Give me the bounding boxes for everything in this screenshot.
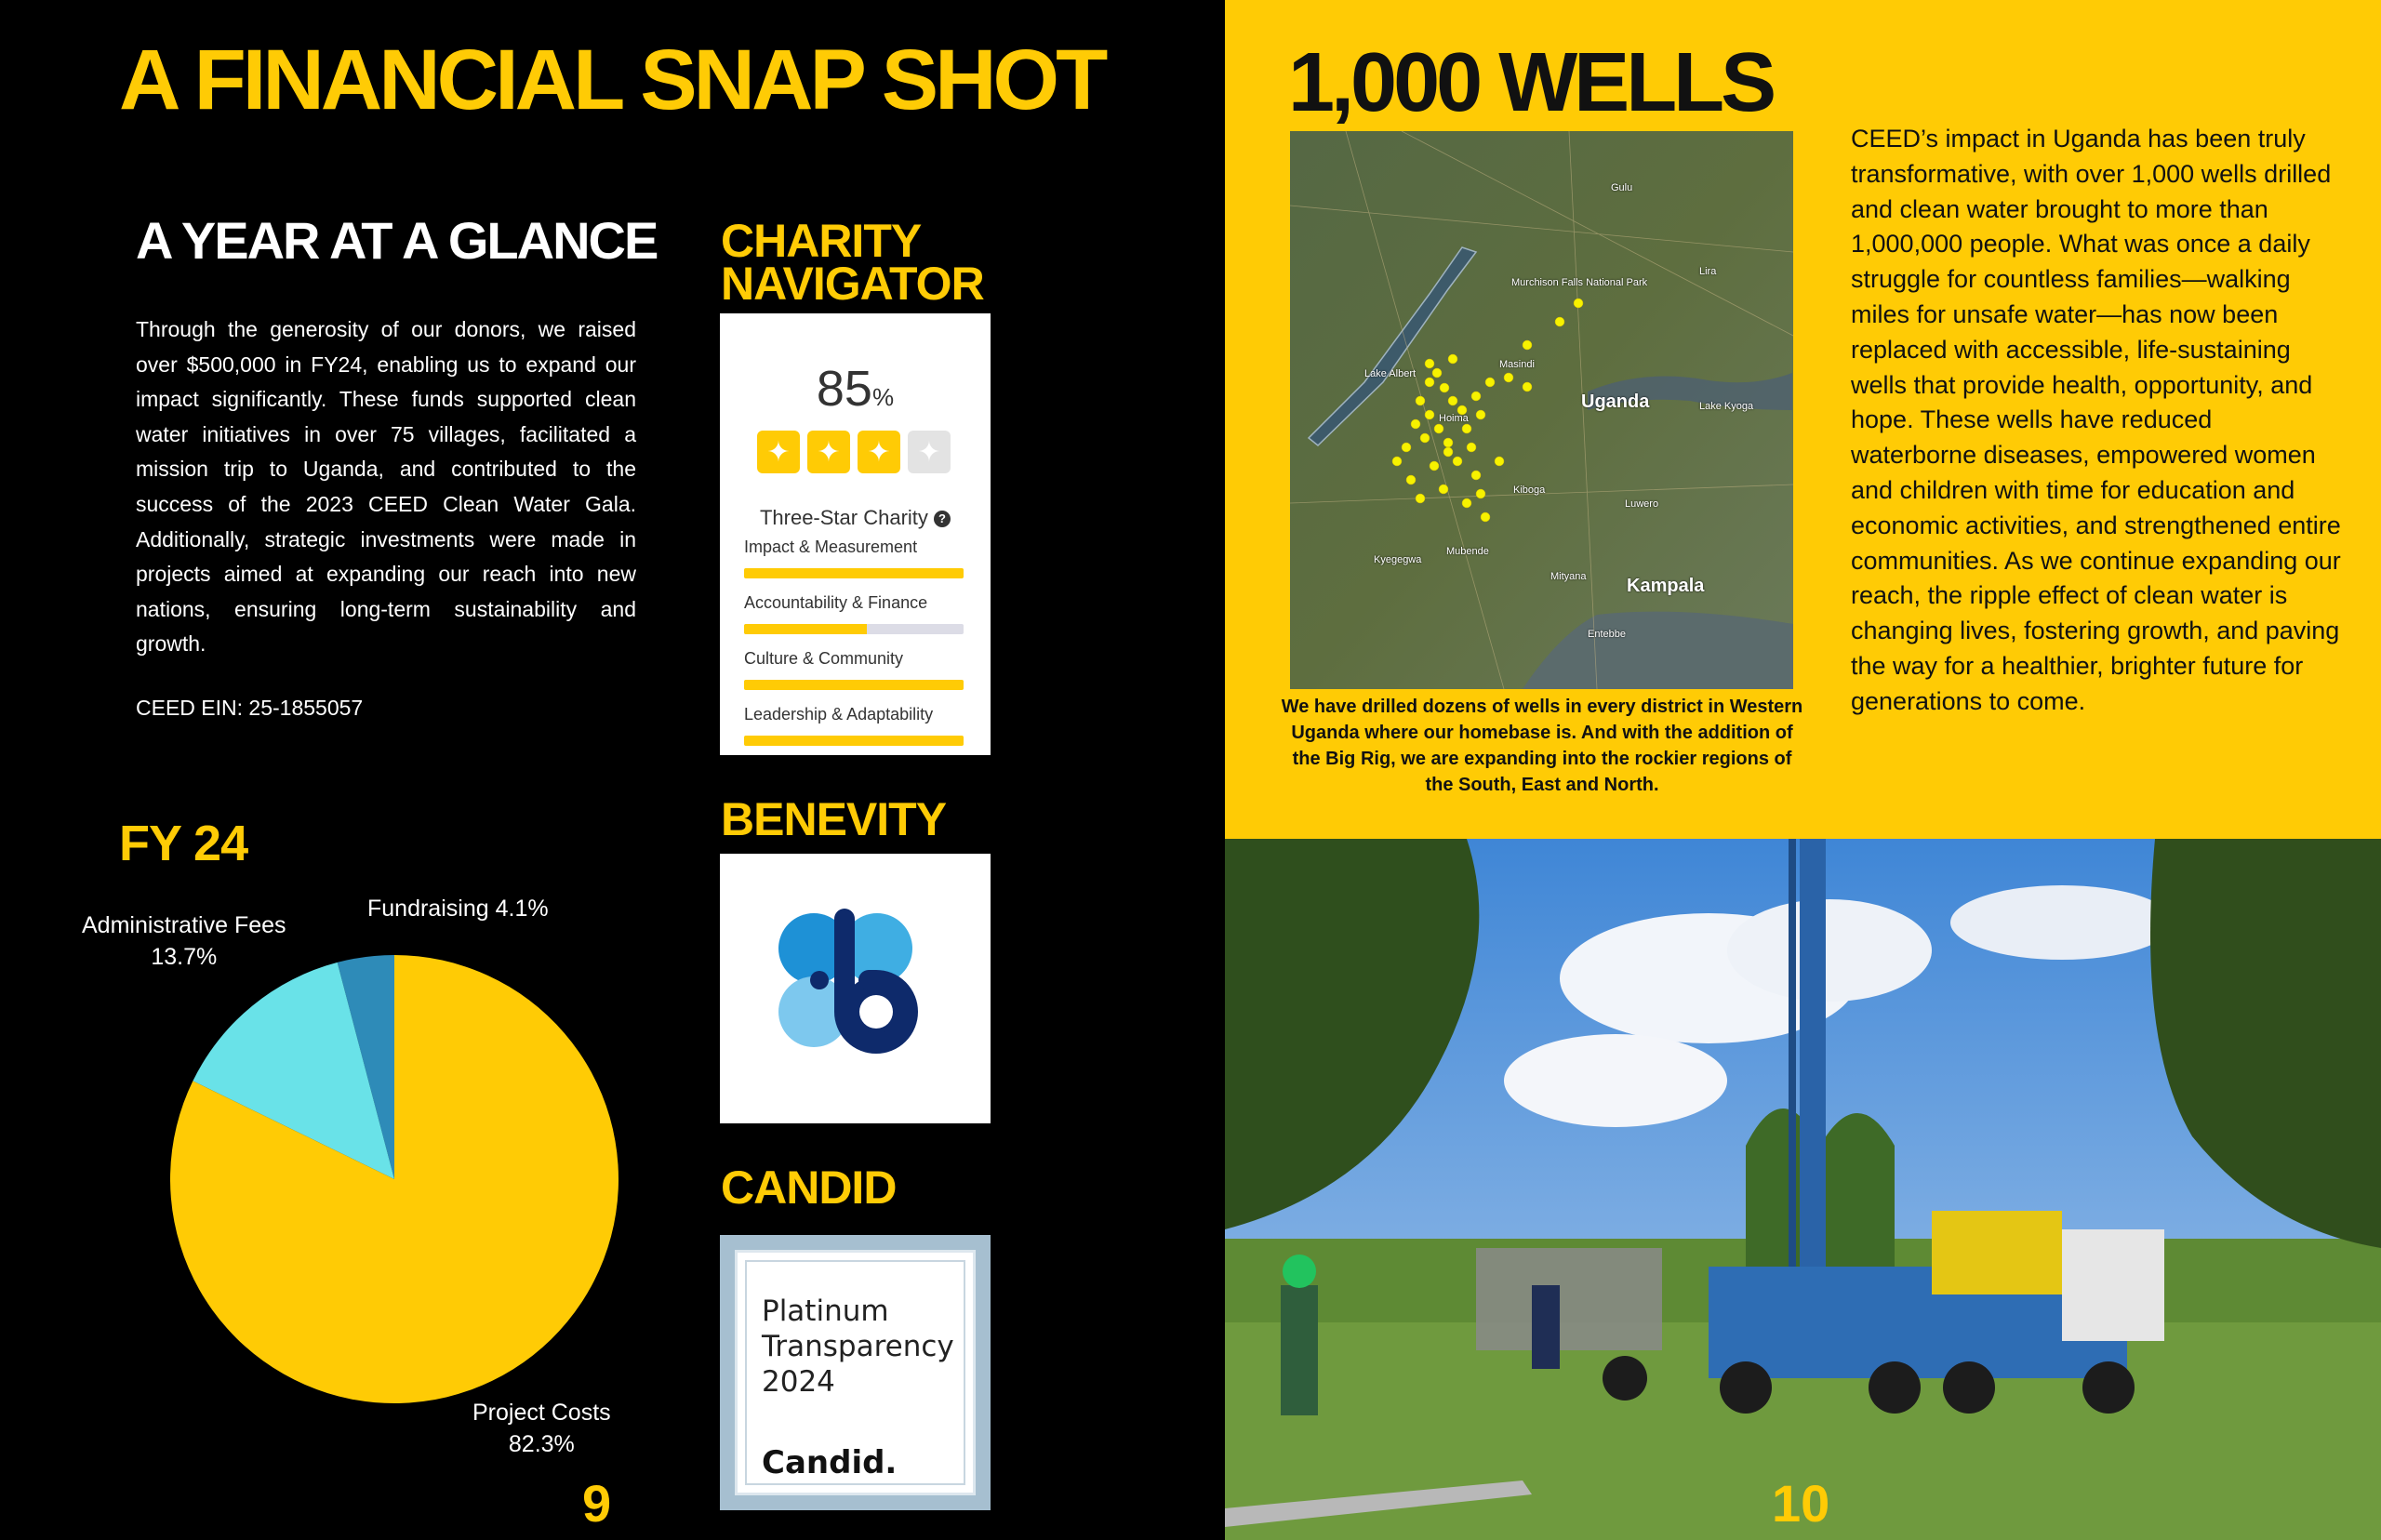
candid-seal-line3: 2024 bbox=[762, 1365, 835, 1399]
map-label-murchison: Murchison Falls National Park bbox=[1511, 277, 1648, 288]
cn-metric-fill bbox=[744, 736, 964, 746]
map-label-entebbe: Entebbe bbox=[1588, 629, 1626, 640]
map-label-kyegegwa: Kyegegwa bbox=[1374, 554, 1422, 565]
cn-metric-bar bbox=[744, 736, 964, 746]
map-label-hoima: Hoima bbox=[1439, 413, 1469, 424]
pie-label-admin-value: 13.7% bbox=[151, 944, 218, 970]
star-rating bbox=[757, 431, 951, 473]
candid-seal-inner bbox=[735, 1250, 976, 1495]
map-label-lake-albert: Lake Albert bbox=[1364, 368, 1417, 379]
map-label-luwero: Luwero bbox=[1625, 498, 1659, 510]
cn-metric bbox=[744, 593, 964, 634]
candid-heading: CANDID bbox=[721, 1162, 897, 1214]
candid-seal-line2: Transparency bbox=[762, 1330, 954, 1363]
map-label-lira: Lira bbox=[1699, 266, 1717, 277]
chart-title: FY 24 bbox=[119, 816, 248, 871]
benevity-logo-icon bbox=[720, 854, 991, 1123]
star-filled-icon: ✦ bbox=[807, 431, 850, 473]
drilling-photo-graphic bbox=[1225, 839, 2381, 1540]
cn-metric-label: Impact & Measurement bbox=[744, 538, 918, 556]
uganda-map bbox=[1290, 131, 1793, 689]
candid-logo: Candid. bbox=[762, 1444, 898, 1481]
candid-seal-line1: Platinum bbox=[762, 1294, 889, 1328]
map-label-mubende: Mubende bbox=[1446, 546, 1489, 557]
cn-metric-label: Culture & Community bbox=[744, 649, 904, 668]
cn-metric bbox=[744, 538, 964, 578]
charity-navigator-heading-line2: NAVIGATOR bbox=[721, 258, 984, 310]
benevity-card[interactable] bbox=[720, 854, 991, 1123]
pie-label-admin-name: Administrative Fees bbox=[82, 912, 286, 938]
cn-metric-fill bbox=[744, 680, 964, 690]
map-label-masindi: Masindi bbox=[1499, 359, 1535, 370]
cn-metric bbox=[744, 649, 964, 690]
page-number-left: 9 bbox=[582, 1474, 612, 1533]
charity-navigator-heading bbox=[721, 215, 984, 310]
wells-body-text: CEED’s impact in Uganda has been truly transformative, with over 1,000 wells drilled and clean water brought to more than 1,000,000 people. What was once a daily struggle for countless families—walking miles for unsafe water—has now been replaced with accessible, life-sustaining wells that provide health, opportunity, and hope. These wells have reduced waterborne diseases, empowered women and children with time for education and economic activities, and strengthened entire communities. As we continue expanding our reach, the ripple effect of clean water is changing lives, fostering growth, and paving the way for a healthier, brighter future for generations to come. bbox=[1851, 125, 2341, 715]
map-label-kiboga: Kiboga bbox=[1513, 485, 1546, 496]
cn-score-value: 85 bbox=[816, 361, 872, 417]
map-label-mityana: Mityana bbox=[1550, 571, 1587, 582]
pie-label-fundraising-value: 4.1% bbox=[495, 896, 549, 922]
cn-metric-bar bbox=[744, 680, 964, 690]
cn-metric-bar bbox=[744, 624, 964, 634]
cn-metric-fill bbox=[744, 624, 867, 634]
pie-label-fundraising bbox=[367, 893, 549, 924]
pie-label-fundraising-name: Fundraising bbox=[367, 896, 489, 922]
pie-chart bbox=[170, 955, 619, 1403]
pie-label-project-value: 82.3% bbox=[508, 1431, 575, 1457]
ein-text: CEED EIN: 25-1855057 bbox=[136, 696, 364, 720]
cn-metric-fill bbox=[744, 568, 964, 578]
benevity-heading: BENEVITY bbox=[721, 793, 947, 845]
cn-score bbox=[720, 360, 991, 418]
candid-seal-text bbox=[762, 1294, 954, 1400]
help-icon[interactable]: ? bbox=[934, 511, 951, 527]
cn-rating bbox=[720, 506, 991, 530]
map-label-lake-kyoga: Lake Kyoga bbox=[1699, 401, 1754, 412]
cn-score-unit: % bbox=[871, 383, 895, 411]
wells-title: 1,000 WELLS bbox=[1288, 36, 1774, 129]
map-label-kampala: Kampala bbox=[1627, 576, 1705, 596]
star-empty-icon: ✦ bbox=[908, 431, 951, 473]
candid-seal[interactable] bbox=[720, 1235, 991, 1510]
star-filled-icon: ✦ bbox=[757, 431, 800, 473]
cn-metric-label: Leadership & Adaptability bbox=[744, 705, 934, 724]
page-number-right: 10 bbox=[1772, 1474, 1830, 1533]
glance-heading: A YEAR AT A GLANCE bbox=[136, 211, 658, 270]
charity-navigator-card[interactable] bbox=[720, 313, 991, 755]
drilling-rig-photo bbox=[1225, 839, 2381, 1540]
pie-label-project-name: Project Costs bbox=[472, 1400, 611, 1426]
charity-navigator-heading-line1: CHARITY bbox=[721, 215, 922, 267]
cn-metric-label: Accountability & Finance bbox=[744, 593, 928, 612]
star-filled-icon: ✦ bbox=[858, 431, 900, 473]
map-caption: We have drilled dozens of wells in every district in Western Uganda where our homebase is. And with the addition of the Big Rig, we are expanding into the rockier regions of the South, East and North. bbox=[1281, 697, 1803, 795]
pie-label-project bbox=[472, 1397, 611, 1460]
map-label-uganda: Uganda bbox=[1581, 392, 1650, 412]
map-label-gulu: Gulu bbox=[1611, 182, 1633, 193]
cn-metric-bar bbox=[744, 568, 964, 578]
cn-metric bbox=[744, 705, 964, 746]
glance-text: Through the generosity of our donors, we raised over $500,000 in FY24, enabling us to expand our impact significantly. These funds supported clean water initiatives in over 75 villages, facilitated a mission trip to Uganda, and contributed to the success of the 2023 CEED Clean Water Gala. Additionally, strategic investments were made in projects aimed at expanding our reach into new nations, ensuring long-term sustainability and growth. bbox=[136, 317, 636, 657]
cn-rating-label: Three-Star Charity bbox=[759, 506, 928, 529]
page-title: A FINANCIAL SNAP SHOT bbox=[119, 33, 1105, 127]
